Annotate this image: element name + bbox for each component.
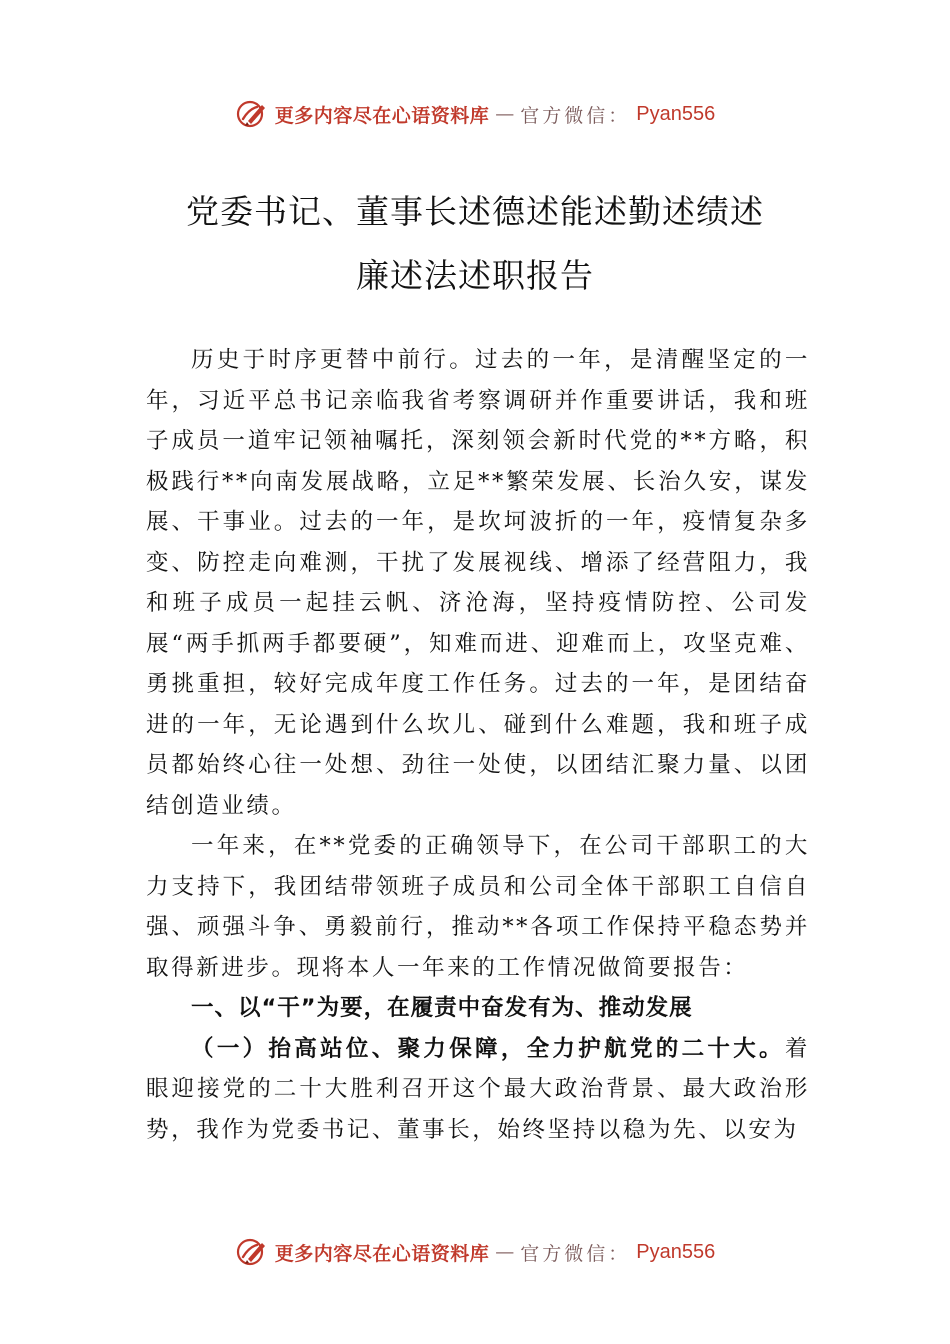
brand-text: 更多内容尽在心语资料库 — [274, 104, 490, 127]
footer-brand-text: 更多内容尽在心语资料库 — [274, 1242, 490, 1265]
document-body — [146, 340, 810, 1150]
body-paragraph-1: 历史于时序更替中前行。过去的一年，是清醒坚定的一年，习近平总书记亲临我省考察调研并作重要讲话，我和班子成员一道牢记领袖嘱托，深刻领会新时代党的**方略，积极践行**向南发展战略，立足**繁荣发展、长治久安，谋发展、干事业。过去的一年，是坎坷波折的一年，疫情复杂多变、防控走向难测，干扰了发展视线、增添了经营阻力，我和班子成员一起挂云帆、济沧海，坚持疫情防控、公司发展“两手抓两手都要硬”，知难而进、迎难而上，攻坚克难、勇挑重担，较好完成年度工作任务。过去的一年，是团结奋进的一年，无论遇到什么坎儿、碰到什么难题，我和班子成员都始终心往一处想、劲往一处使，以团结汇聚力量、以团结创造业绩。 — [146, 347, 810, 819]
footer-wechat-id: Pyan556 — [636, 1240, 716, 1263]
footer-separator: — — [495, 1241, 515, 1263]
wechat-label: 官方微信： — [520, 104, 631, 127]
pen-seal-icon — [235, 1235, 269, 1269]
footer-wechat-label: 官方微信： — [520, 1242, 631, 1265]
pen-seal-icon — [235, 97, 269, 131]
wechat-id: Pyan556 — [636, 102, 716, 125]
body-paragraph-2: 一年来，在**党委的正确领导下，在公司干部职工的大力支持下，我团结带领班子成员和公司全体干部职工自信自强、顽强斗争、勇毅前行，推动**各项工作保持平稳态势并取得新进步。现将本人一年来的工作情况做简要报告： — [146, 833, 810, 981]
banner-separator: — — [495, 103, 515, 125]
header-banner — [0, 94, 950, 134]
subsection-text: 着眼迎接党的二十大胜利召开这个最大政治背景、最大政治形势，我作为党委书记、董事长，始终坚持以稳为先、以安为 — [146, 1035, 810, 1143]
footer-banner — [0, 1232, 950, 1272]
section-heading: 一、以“干”为要，在履责中奋发有为、推动发展 — [191, 995, 693, 1021]
document-title-line-1: 党委书记、董事长述德述能述勤述绩述 — [186, 192, 764, 231]
subsection-heading: （一）抬高站位、聚力保障，全力护航党的二十大。 — [191, 1035, 785, 1062]
subsection-paragraph — [146, 1029, 810, 1151]
document-title-line-2: 廉述法述职报告 — [356, 256, 594, 295]
